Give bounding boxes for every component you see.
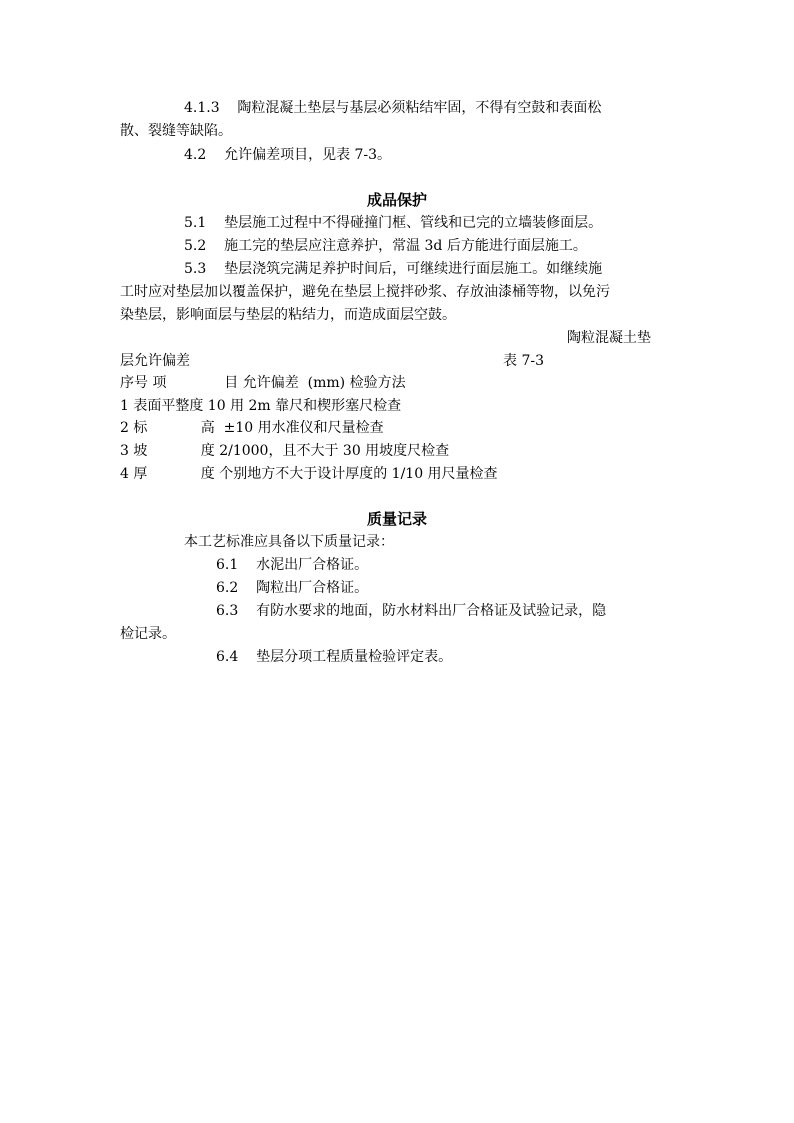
paragraph-5-2: 5.2 施工完的垫层应注意养护，常温 3d 后方能进行面层施工。 (184, 238, 587, 254)
table-number: 表 7-3 (503, 353, 544, 369)
table-header: 序号 项 目 允许偏差 (mm) 检验方法 (120, 375, 406, 391)
table-row: 3 坡 度 2/1000，且不大于 30 用坡度尺检查 (120, 443, 450, 459)
paragraph-5-3-line-3: 染垫层，影响面层与垫层的粘结力，而造成面层空鼓。 (120, 307, 456, 323)
paragraph-6-3-line-1: 6.3 有防水要求的地面，防水材料出厂合格证及试验记录，隐 (216, 603, 607, 619)
paragraph-4-2: 4.2 允许偏差项目，见表 7-3。 (184, 147, 392, 163)
table-title-line-1: 陶粒混凝土垫 (567, 330, 651, 346)
table-row: 4 厚 度 个别地方不大于设计厚度的 1/10 用尺量检查 (120, 466, 498, 482)
paragraph-5-3-line-2: 工时应对垫层加以覆盖保护，避免在垫层上搅拌砂浆、存放油漆桶等物，以免污 (120, 284, 610, 300)
table-row: 2 标 高 ±10 用水准仪和尺量检查 (120, 420, 384, 436)
paragraph-6-2: 6.2 陶粒出厂合格证。 (216, 580, 369, 596)
heading-quality-records: 质量记录 (366, 510, 427, 528)
paragraph-4-1-3-line-2: 散、裂缝等缺陷。 (120, 123, 232, 139)
paragraph-6-4: 6.4 垫层分项工程质量检验评定表。 (216, 649, 453, 665)
table-row: 1 表面平整度 10 用 2m 靠尺和楔形塞尺检查 (120, 398, 402, 414)
paragraph-6-intro: 本工艺标准应具备以下质量记录： (184, 534, 394, 550)
paragraph-5-1: 5.1 垫层施工过程中不得碰撞门框、管线和已完的立墙装修面层。 (184, 215, 603, 231)
table-title-line-2: 层允许偏差 (120, 353, 190, 369)
paragraph-6-3-line-2: 检记录。 (120, 626, 176, 642)
paragraph-6-1: 6.1 水泥出厂合格证。 (216, 557, 369, 573)
paragraph-5-3-line-1: 5.3 垫层浇筑完满足养护时间后，可继续进行面层施工。如继续施 (184, 261, 603, 277)
heading-product-protection: 成品保护 (366, 191, 427, 209)
paragraph-4-1-3-line-1: 4.1.3 陶粒混凝土垫层与基层必须粘结牢固，不得有空鼓和表面松 (184, 100, 602, 116)
